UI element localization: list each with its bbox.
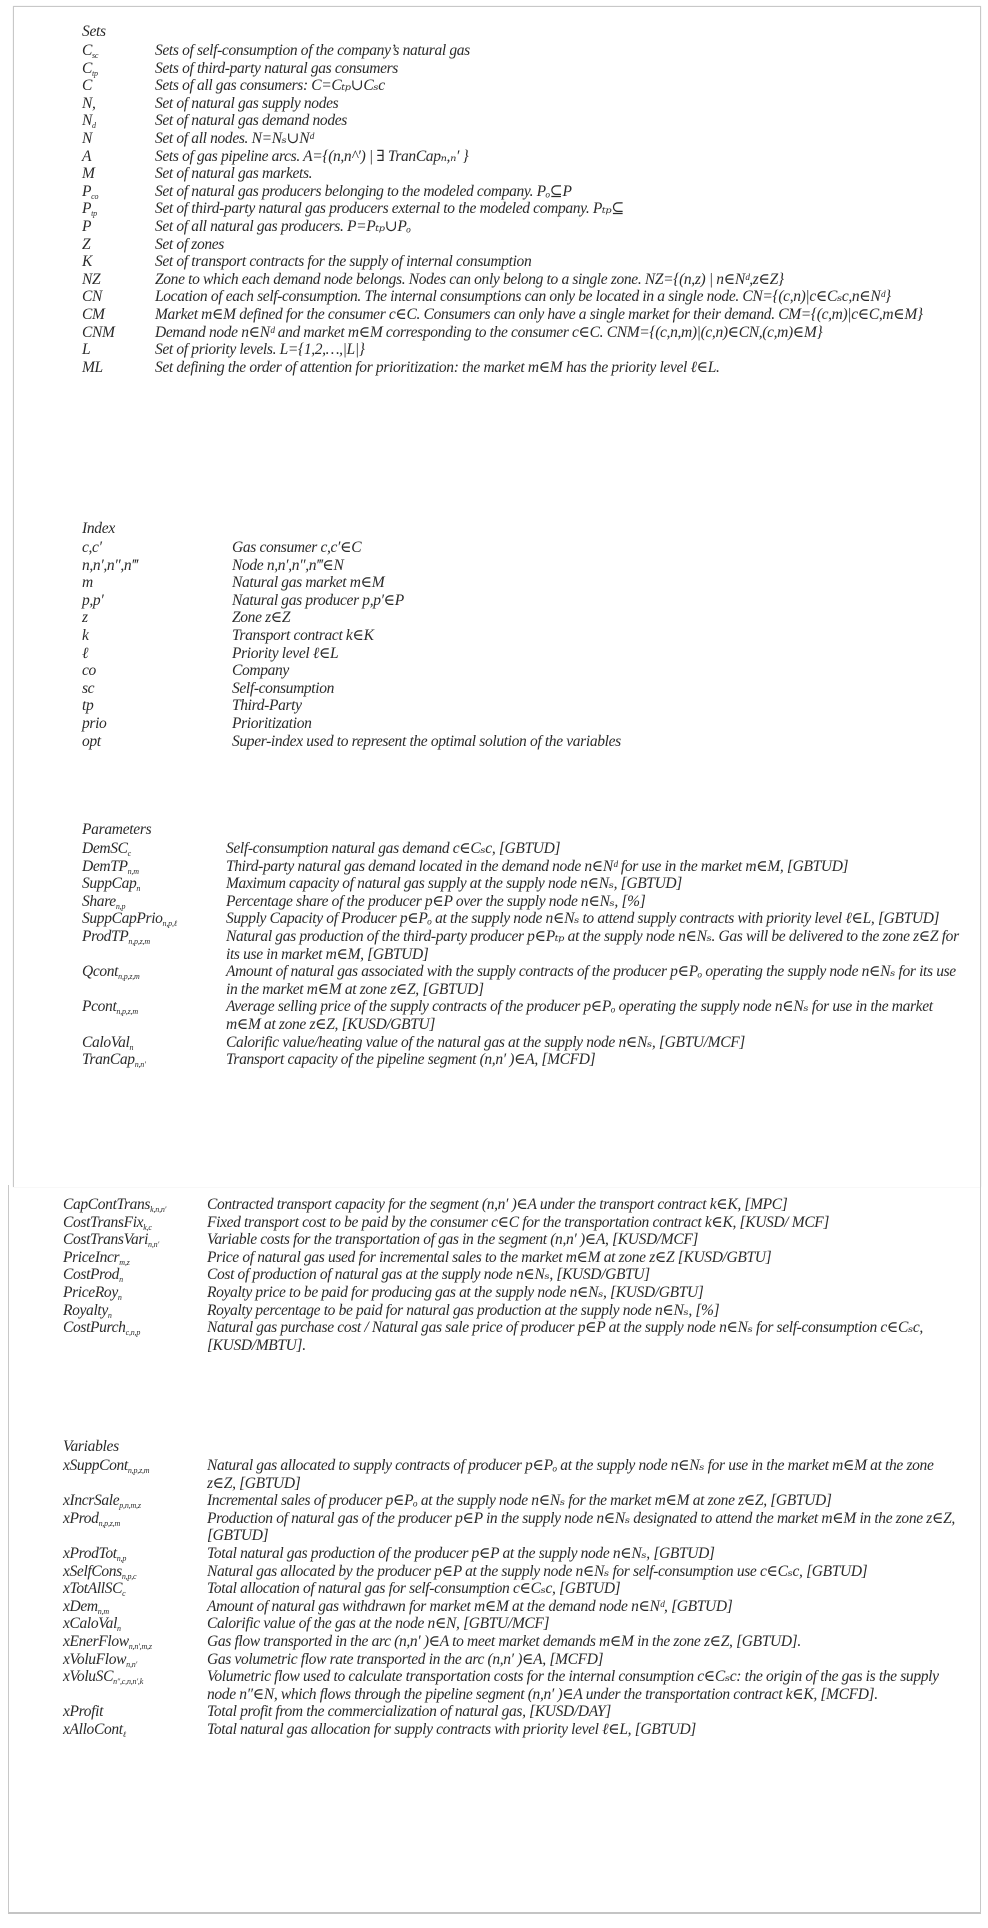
- symbol: [82, 60, 155, 78]
- symbol-name: xEnerFlow: [63, 1632, 129, 1650]
- definition-text: Sets of all gas consumers: C=Cₜₚ∪Cₛc: [155, 77, 385, 95]
- symbol-name: CapContTrans: [63, 1196, 151, 1213]
- definition-text: Calorific value of the gas at the node n∈N, [GBTU/MCF]: [207, 1615, 550, 1633]
- symbol-name: c,c′: [82, 539, 102, 556]
- symbol-name: P: [82, 200, 92, 218]
- symbol-name: CostTransVari: [63, 1231, 149, 1249]
- section-heading-parameters: Parameters: [82, 821, 152, 838]
- definition-row: [82, 998, 962, 1033]
- symbol-subscript: n,n′,m,z: [128, 1641, 152, 1651]
- symbol-name: ProdTP: [82, 927, 129, 945]
- symbol-subscript: p,n,m,z: [119, 1501, 141, 1511]
- definition-row: [82, 60, 962, 78]
- symbol: [63, 1563, 207, 1581]
- symbol-subscript: n: [107, 1310, 112, 1320]
- definition-row: [63, 1319, 963, 1354]
- parameters-section: [82, 820, 962, 1069]
- definition-text: Supply Capacity of Producer p∈Pₒ at the supply node n∈Nₛ to attend supply contracts with priority level ℓ∈L, [GBTUD]: [226, 910, 940, 928]
- symbol: [82, 592, 232, 610]
- definition-text: Total natural gas allocation for supply contracts with priority level ℓ∈L, [GBTUD]: [207, 1720, 696, 1738]
- definition-row: [82, 165, 962, 183]
- parameters-continued-list: [63, 1196, 963, 1354]
- definition-row: [63, 1563, 963, 1581]
- definition-row: [82, 306, 962, 324]
- symbol-subscript: n,m: [127, 866, 139, 876]
- definition-row: [82, 95, 962, 113]
- symbol: [63, 1196, 207, 1214]
- definition-text: Natural gas producer p,p′∈P: [232, 591, 404, 609]
- definition-row: [63, 1545, 963, 1563]
- symbol-name: tp: [82, 697, 94, 715]
- definition-text: Sets of third-party natural gas consumers: [155, 59, 398, 77]
- symbol: [63, 1721, 207, 1739]
- symbol: [82, 77, 155, 95]
- symbol-name: SuppCapPrio: [82, 910, 163, 928]
- symbol-subscript: n″,c,n,n′,k: [113, 1677, 144, 1687]
- definition-row: [82, 253, 962, 271]
- symbol: [63, 1651, 207, 1669]
- definition-row: [63, 1598, 963, 1616]
- symbol-name: z: [82, 609, 88, 627]
- sets-section: [82, 22, 962, 376]
- definition-text: Set of priority levels. L={1,2,…,|L|}: [155, 341, 365, 359]
- symbol: [63, 1231, 207, 1249]
- symbol: [82, 183, 155, 201]
- definition-text: Sets of gas pipeline arcs. A={(n,n^′) | ∃ TranCapₙ,ₙ′ }: [155, 147, 469, 165]
- definition-row: [82, 271, 962, 289]
- symbol: [82, 324, 155, 342]
- symbol: [82, 359, 155, 377]
- definition-row: [82, 697, 962, 715]
- definition-text: Transport capacity of the pipeline segment (n,n′ )∈A, [MCFD]: [226, 1051, 596, 1069]
- symbol-subscript: d: [92, 121, 96, 131]
- symbol-name: CaloVal: [82, 1033, 130, 1051]
- definition-text: Percentage share of the producer p∈P over the supply node n∈Nₛ, [%]: [226, 892, 646, 910]
- section-heading-variables: Variables: [63, 1438, 119, 1455]
- symbol: [63, 1668, 207, 1686]
- definition-row: [63, 1266, 963, 1284]
- definition-row: [63, 1302, 963, 1320]
- symbol: [63, 1615, 207, 1633]
- symbol: [82, 928, 226, 946]
- symbol-subscript: n,p,z,m: [118, 972, 140, 982]
- definition-row: [63, 1249, 963, 1267]
- symbol-name: P: [82, 182, 92, 200]
- symbol-name: CostPurch: [63, 1319, 126, 1337]
- symbol: [82, 858, 226, 876]
- parameters-list: [82, 840, 962, 1069]
- definition-text: Third-party natural gas demand located in the demand node n∈Nᵈ for use in the market m∈M, [GBTUD]: [226, 857, 849, 875]
- definition-text: Set of natural gas demand nodes: [155, 112, 347, 130]
- symbol: [82, 253, 155, 271]
- symbol-name: k: [82, 626, 89, 644]
- symbol-name: CN: [82, 288, 102, 306]
- symbol-name: N,: [82, 94, 96, 112]
- definition-row: [82, 148, 962, 166]
- symbol: [63, 1545, 207, 1563]
- definition-text: Set of all nodes. N=Nₛ∪Nᵈ: [155, 129, 314, 147]
- symbol: [63, 1703, 207, 1721]
- symbol: [82, 288, 155, 306]
- definition-row: [82, 662, 962, 680]
- symbol: [82, 645, 232, 663]
- index-list: [82, 539, 962, 750]
- symbol-subscript: n,n′: [148, 1240, 159, 1250]
- definition-text: Self-consumption: [232, 679, 335, 697]
- symbol: [82, 998, 226, 1016]
- symbol-subscript: n,n′: [126, 1659, 138, 1669]
- definition-text: Set of natural gas markets.: [155, 165, 313, 183]
- symbol: [82, 733, 232, 751]
- symbol: [82, 609, 232, 627]
- definition-row: [63, 1668, 963, 1703]
- symbol-subscript: c: [127, 849, 131, 858]
- definition-row: [63, 1457, 963, 1492]
- symbol: [63, 1319, 207, 1337]
- variables-section: [63, 1437, 963, 1739]
- definition-row: [82, 200, 962, 218]
- symbol-subscript: n,p,z,m: [116, 1007, 138, 1017]
- symbol-name: xVoluFlow: [63, 1650, 127, 1668]
- symbol-name: m: [82, 574, 93, 592]
- definition-text: Set of all natural gas producers. P=Pₜₚ∪Pₒ: [155, 217, 411, 235]
- symbol-name: xDem: [63, 1597, 98, 1615]
- symbol: [82, 271, 155, 289]
- symbol-subscript: n,p,z,m: [98, 1518, 121, 1528]
- symbol-name: xAlloCont: [63, 1720, 123, 1738]
- sets-list: [82, 42, 962, 376]
- symbol: [63, 1598, 207, 1616]
- symbol-name: M: [82, 165, 95, 183]
- symbol-name: Royalty: [63, 1301, 108, 1319]
- symbol-name: Qcont: [82, 963, 119, 981]
- definition-text: Transport contract k∈K: [232, 626, 374, 644]
- definition-row: [82, 627, 962, 645]
- definition-text: Sets of self-consumption of the company’s natural gas: [155, 42, 470, 59]
- definition-row: [82, 893, 962, 911]
- definition-row: [63, 1196, 963, 1214]
- symbol: [82, 539, 232, 557]
- symbol-name: DemTP: [82, 857, 128, 875]
- definition-row: [63, 1580, 963, 1598]
- symbol-name: CM: [82, 305, 105, 323]
- symbol-name: P: [82, 217, 92, 235]
- symbol-name: xIncrSale: [63, 1492, 120, 1510]
- symbol: [82, 680, 232, 698]
- definition-text: Location of each self-consumption. The internal consumptions can only be located in a single node. CN={(c,n)|c∈Cₛc,n∈Nᵈ}: [155, 288, 891, 306]
- symbol: [82, 42, 155, 60]
- definition-text: Royalty price to be paid for producing gas at the supply node n∈Nₛ, [KUSD/GBTU]: [207, 1283, 704, 1301]
- symbol: [82, 893, 226, 911]
- symbol-name: CNM: [82, 323, 115, 341]
- definition-text: Total natural gas production of the producer p∈P at the supply node n∈Nₛ, [GBTUD]: [207, 1544, 715, 1562]
- symbol-subscript: n,n′: [134, 1060, 146, 1070]
- definition-text: Super-index used to represent the optimal solution of the variables: [232, 732, 621, 750]
- definition-row: [82, 112, 962, 130]
- symbol: [82, 697, 232, 715]
- definition-text: Calorific value/heating value of the natural gas at the supply node n∈Nₛ, [GBTU/MCF]: [226, 1033, 745, 1051]
- definition-text: Market m∈M defined for the consumer c∈C. Consumers can only have a single market for their demand. CM={(c,m)|c∈C,m∈M}: [155, 305, 923, 323]
- symbol: [82, 165, 155, 183]
- symbol-name: Z: [82, 235, 91, 253]
- symbol: [82, 963, 226, 981]
- symbol: [82, 910, 226, 928]
- symbol-name: Share: [82, 892, 116, 910]
- symbol-name: xSelfCons: [63, 1562, 122, 1580]
- symbol: [63, 1284, 207, 1302]
- definition-text: Natural gas production of the third-party producer p∈Pₜₚ at the supply node n∈Nₛ. Gas will be delivered to the zone z∈Z for its use in market m∈M, [GBTUD]: [226, 927, 959, 963]
- symbol-name: CostProd: [63, 1266, 120, 1284]
- symbol-name: sc: [82, 679, 95, 697]
- symbol-name: DemSC: [82, 840, 128, 857]
- symbol-name: TranCap: [82, 1051, 135, 1069]
- symbol-name: Pcont: [82, 998, 117, 1016]
- definition-text: Amount of natural gas withdrawn for market m∈M at the demand node n∈Nᵈ, [GBTUD]: [207, 1597, 733, 1615]
- symbol-name: ℓ: [82, 644, 89, 662]
- definition-row: [82, 910, 962, 928]
- symbol-name: xSuppCont: [63, 1457, 128, 1474]
- definition-text: Natural gas allocated to supply contracts of producer p∈Pₒ at the supply node n∈Nₛ for use in the market m∈M at the zone z∈Z, [GBTUD]: [207, 1457, 934, 1492]
- definition-text: Variable costs for the transportation of gas in the segment (n,n′ )∈A, [KUSD/MCF]: [207, 1231, 699, 1249]
- definition-row: [63, 1721, 963, 1739]
- symbol: [82, 148, 155, 166]
- definition-row: [82, 341, 962, 359]
- symbol-subscript: n: [136, 884, 141, 894]
- symbol: [63, 1457, 207, 1475]
- definition-text: Volumetric flow used to calculate transportation costs for the internal consumption c∈Cₛc: the origin of the gas is the supply node n″∈N, which flows through the pipeline segment (n,n′ )∈A under the transportation contract k∈K, [MCFD].: [207, 1668, 939, 1703]
- symbol-name: L: [82, 341, 91, 359]
- definition-row: [82, 963, 962, 998]
- symbol-name: xProdTot: [63, 1544, 117, 1562]
- definition-row: [82, 645, 962, 663]
- definition-row: [63, 1214, 963, 1232]
- symbol: [82, 1051, 226, 1069]
- definition-row: [82, 875, 962, 893]
- symbol: [82, 306, 155, 324]
- symbol-subscript: k,n,n′: [150, 1205, 167, 1214]
- definition-row: [82, 77, 962, 95]
- variables-list: [63, 1457, 963, 1739]
- symbol-subscript: n: [117, 1624, 121, 1634]
- symbol-subscript: ℓ: [122, 1729, 126, 1739]
- definition-text: Set of transport contracts for the supply of internal consumption: [155, 253, 532, 271]
- symbol-name: N: [82, 112, 92, 130]
- symbol: [82, 236, 155, 254]
- symbol-subscript: n,p,z,m: [127, 1466, 150, 1475]
- definition-text: Production of natural gas of the producer p∈P in the supply node n∈Nₛ designated to attend the market m∈M in the zone z∈Z, [GBTUD]: [207, 1509, 955, 1545]
- symbol-subscript: n,p: [116, 1553, 127, 1563]
- symbol-name: xProfit: [63, 1703, 104, 1721]
- symbol-subscript: sc: [92, 51, 99, 60]
- symbol: [82, 627, 232, 645]
- definition-text: Total profit from the commercialization of natural gas, [KUSD/DAY]: [207, 1703, 611, 1721]
- definition-row: [82, 130, 962, 148]
- definition-text: Maximum capacity of natural gas supply at the supply node n∈Nₛ, [GBTUD]: [226, 875, 682, 893]
- definition-text: Natural gas allocated by the producer p∈P at the supply node n∈Nₛ for self-consumption use c∈Cₛc, [GBTUD]: [207, 1562, 868, 1580]
- definition-text: Set of natural gas supply nodes: [155, 94, 339, 112]
- definition-row: [82, 840, 962, 858]
- symbol: [82, 341, 155, 359]
- symbol: [82, 875, 226, 893]
- definition-text: Set of natural gas producers belonging to the modeled company. Pₒ⊆P: [155, 182, 572, 200]
- symbol-subscript: co: [91, 191, 99, 201]
- definition-text: Node n,n′,n″,n‴∈N: [232, 556, 344, 574]
- symbol-subscript: tp: [92, 68, 98, 78]
- symbol-subscript: c,n,p: [125, 1328, 141, 1338]
- index-section: [82, 519, 962, 750]
- section-heading-sets: Sets: [82, 23, 106, 40]
- definition-text: Demand node n∈Nᵈ and market m∈M corresponding to the consumer c∈C. CNM={(c,n,m)|(c,n)∈CN,(c,m)∈M}: [155, 323, 823, 341]
- definition-row: [82, 324, 962, 342]
- symbol: [82, 1034, 226, 1052]
- definition-text: Zone z∈Z: [232, 609, 291, 627]
- symbol-subscript: c: [122, 1589, 126, 1599]
- definition-row: [82, 715, 962, 733]
- definition-row: [82, 592, 962, 610]
- definition-row: [82, 733, 962, 751]
- definition-row: [63, 1615, 963, 1633]
- symbol: [82, 130, 155, 148]
- definition-row: [82, 218, 962, 236]
- definition-row: [82, 236, 962, 254]
- definition-text: Amount of natural gas associated with the supply contracts of the producer p∈Pₒ operating the supply node n∈Nₛ for its use in the market m∈M at zone z∈Z, [GBTUD]: [226, 963, 956, 998]
- definition-text: Natural gas market m∈M: [232, 574, 385, 592]
- symbol-name: xVoluSC: [63, 1668, 114, 1686]
- symbol-name: PriceRoy: [63, 1283, 118, 1301]
- symbol-subscript: n,p: [115, 901, 126, 911]
- symbol: [82, 95, 155, 113]
- symbol-name: n,n′,n″,n‴: [82, 556, 138, 574]
- definition-text: Third-Party: [232, 697, 302, 715]
- symbol-name: CostTransFix: [63, 1213, 144, 1231]
- symbol: [82, 840, 226, 858]
- symbol-name: xProd: [63, 1509, 99, 1527]
- definition-text: Zone to which each demand node belongs. Nodes can only belong to a single zone. NZ={(n,z) | n∈Nᵈ,z∈Z}: [155, 270, 784, 288]
- definition-text: Set of third-party natural gas producers external to the modeled company. Pₜₚ⊆: [155, 200, 624, 218]
- section-heading-index: Index: [82, 520, 115, 537]
- symbol-name: opt: [82, 732, 101, 750]
- definition-row: [82, 359, 962, 377]
- symbol: [82, 557, 232, 575]
- definition-text: Set defining the order of attention for prioritization: the market m∈M has the priority level ℓ∈L.: [155, 358, 720, 376]
- symbol: [82, 218, 155, 236]
- definition-text: Total allocation of natural gas for self-consumption c∈Cₛc, [GBTUD]: [207, 1580, 621, 1598]
- definition-text: Cost of production of natural gas at the supply node n∈Nₛ, [KUSD/GBTU]: [207, 1266, 650, 1284]
- symbol: [82, 662, 232, 680]
- symbol-name: ML: [82, 358, 103, 376]
- symbol: [63, 1214, 207, 1232]
- definition-text: Company: [232, 662, 289, 680]
- symbol: [63, 1633, 207, 1651]
- definition-text: Natural gas purchase cost / Natural gas sale price of producer p∈P at the supply node n∈Nₛ for self-consumption c∈Cₛc, [KUSD/MBTU].: [207, 1319, 923, 1354]
- definition-row: [82, 539, 962, 557]
- symbol: [63, 1249, 207, 1267]
- definition-row: [63, 1703, 963, 1721]
- symbol-name: C: [82, 59, 92, 77]
- definition-row: [63, 1492, 963, 1510]
- symbol: [82, 715, 232, 733]
- definition-row: [82, 288, 962, 306]
- parameters-continued-section: [63, 1196, 963, 1354]
- definition-row: [82, 183, 962, 201]
- symbol: [63, 1580, 207, 1598]
- definition-row: [63, 1651, 963, 1669]
- definition-text: Priority level ℓ∈L: [232, 644, 339, 662]
- definition-row: [82, 858, 962, 876]
- definition-row: [82, 609, 962, 627]
- definition-text: Average selling price of the supply contracts of the producer p∈Pₒ operating the supply node n∈Nₛ for use in the market m∈M at zone z∈Z, [KUSD/GBTU]: [226, 998, 933, 1033]
- symbol-subscript: n: [129, 1042, 134, 1052]
- definition-text: Prioritization: [232, 714, 312, 732]
- symbol-name: C: [82, 42, 92, 59]
- definition-row: [63, 1633, 963, 1651]
- definition-text: Fixed transport cost to be paid by the consumer c∈C for the transportation contract k∈K, [KUSD/ MCF]: [207, 1213, 830, 1231]
- definition-row: [82, 574, 962, 592]
- symbol-name: PriceIncr: [63, 1248, 120, 1266]
- symbol-subscript: n,p,ℓ: [162, 919, 177, 929]
- definition-row: [82, 1051, 962, 1069]
- symbol-name: xTotAllSC: [63, 1580, 123, 1598]
- definition-row: [82, 557, 962, 575]
- definition-row: [82, 1034, 962, 1052]
- definition-text: Gas volumetric flow rate transported in the arc (n,n′ )∈A, [MCFD]: [207, 1650, 604, 1668]
- symbol-name: p,p′: [82, 591, 104, 609]
- definition-row: [82, 928, 962, 963]
- symbol: [82, 200, 155, 218]
- symbol: [63, 1266, 207, 1284]
- definition-row: [82, 42, 962, 60]
- definition-row: [63, 1510, 963, 1545]
- definition-text: Gas flow transported in the arc (n,n′ )∈A to meet market demands m∈M in the zone z∈Z, [GBTUD].: [207, 1632, 801, 1650]
- symbol: [63, 1492, 207, 1510]
- definition-row: [82, 680, 962, 698]
- definition-text: Incremental sales of producer p∈Pₒ at the supply node n∈Nₛ for the market m∈M at zone z∈Z, [GBTUD]: [207, 1492, 832, 1510]
- symbol-name: A: [82, 147, 92, 165]
- definition-row: [63, 1231, 963, 1249]
- symbol-subscript: k,c: [143, 1222, 152, 1232]
- symbol-name: SuppCap: [82, 875, 137, 893]
- definition-text: Price of natural gas used for incremental sales to the market m∈M at zone z∈Z [KUSD/GBTU]: [207, 1248, 772, 1266]
- symbol-subscript: n,m: [97, 1606, 109, 1616]
- symbol-subscript: n,p,c: [121, 1571, 137, 1581]
- definition-text: Set of zones: [155, 235, 224, 253]
- definition-row: [63, 1284, 963, 1302]
- symbol: [82, 574, 232, 592]
- definition-text: Gas consumer c,c′∈C: [232, 539, 362, 556]
- symbol-subscript: n: [117, 1292, 122, 1302]
- symbol: [63, 1302, 207, 1320]
- symbol-name: K: [82, 253, 92, 271]
- symbol: [63, 1510, 207, 1528]
- symbol: [82, 112, 155, 130]
- symbol-name: prio: [82, 714, 107, 732]
- definition-text: Self-consumption natural gas demand c∈Cₛc, [GBTUD]: [226, 840, 561, 857]
- definition-text: Royalty percentage to be paid for natural gas production at the supply node n∈Nₛ, [%]: [207, 1301, 720, 1319]
- symbol-subscript: m,z: [119, 1257, 130, 1267]
- symbol-subscript: n,p,z,m: [128, 936, 150, 946]
- definition-text: Contracted transport capacity for the segment (n,n′ )∈A under the transport contract k∈K, [MPC]: [207, 1196, 788, 1213]
- symbol-name: N: [82, 129, 92, 147]
- symbol-subscript: n: [119, 1275, 123, 1285]
- symbol-name: co: [82, 662, 96, 680]
- symbol-name: xCaloVal: [63, 1615, 118, 1633]
- symbol-name: C: [82, 77, 92, 95]
- symbol-name: NZ: [82, 270, 101, 288]
- symbol-subscript: tp: [91, 209, 97, 219]
